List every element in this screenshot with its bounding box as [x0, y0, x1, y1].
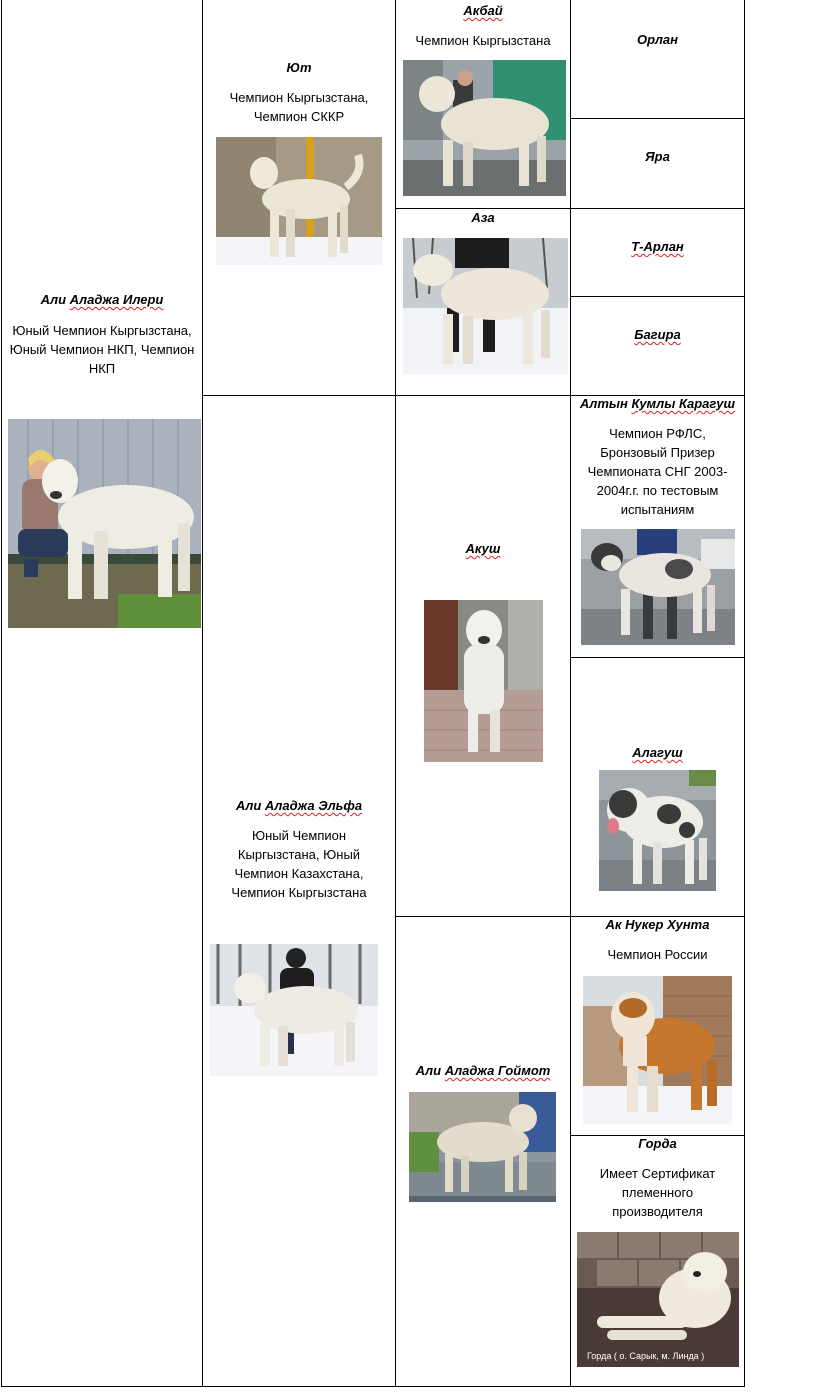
dog-name: Акбай [463, 3, 503, 18]
dog-name: Ют [286, 60, 312, 75]
sire-dam-cell [203, 798, 395, 902]
gen3-akbai-cell [396, 3, 570, 50]
dog-photo-akbai [403, 60, 566, 196]
dog-photo-gorda [577, 1232, 739, 1367]
dog-titles: Чемпион РФЛС, Бронзовый Призер Чемпионата СНГ 2003-2004г.г. по тестовым испытаниям [587, 426, 728, 517]
gen4-ak-nuker-cell [571, 917, 744, 964]
row-divider-gen3-a [395, 208, 745, 209]
dog-titles: Юный Чемпион Кыргызстана, Юный Чемпион Казахстана, Чемпион Кыргызстана [231, 828, 367, 900]
gen4-altyn-cell [571, 396, 744, 519]
dog-photo-alagush [599, 770, 716, 891]
table-border-bottom [1, 1386, 745, 1387]
dog-name: Ак Нукер Хунта [605, 917, 710, 932]
dog-name: Али Аладжа Гоймот [415, 1063, 551, 1078]
dog-name: Акуш [465, 541, 501, 556]
sire-sire-cell [203, 60, 395, 126]
dog-photo-ali-aladja-ileri [8, 419, 201, 628]
dog-photo-ali-aladja-goimot [409, 1092, 556, 1202]
dog-name: Али Аладжа Эльфа [235, 798, 363, 813]
row-divider-gen4-b [570, 296, 745, 297]
dog-titles: Имеет Сертификат племенного производителя [599, 1166, 716, 1219]
dog-photo-ali-aladja-elfa [210, 944, 378, 1076]
row-divider-gen4-a [570, 118, 745, 119]
gen4-alagush-cell [571, 745, 744, 761]
dog-name: Алагуш [632, 745, 683, 760]
gen3-goimot-cell [396, 1063, 570, 1079]
sire-cell [2, 292, 202, 378]
dog-name: Алтын Кумлы Карагуш [579, 396, 736, 411]
dog-name: Яра [645, 149, 670, 164]
gen4-orlan-cell [571, 32, 744, 48]
dog-name: Горда [638, 1136, 677, 1151]
gen4-t-arlan-cell [571, 239, 744, 255]
dog-photo-aza [403, 238, 568, 374]
row-divider-gen4-c [570, 657, 745, 658]
dog-photo-altyn-kumly-karagush [581, 529, 735, 645]
column-divider-1 [202, 0, 203, 1387]
dog-titles: Чемпион Кыргызстана [415, 33, 551, 48]
table-border-left [1, 0, 2, 1387]
dog-name: Али Аладжа Илери [40, 292, 164, 307]
dog-photo-ak-nuker-hunta [583, 976, 732, 1124]
dog-photo-akush [424, 600, 543, 762]
gen3-akush-cell [396, 541, 570, 557]
dog-titles: Чемпион России [607, 947, 708, 962]
gen3-aza-cell [396, 210, 570, 226]
photo-caption: Горда ( о. Сарык, м. Линда ) [587, 1351, 705, 1361]
dog-name: Т-Арлан [631, 239, 684, 254]
gen4-bagira-cell [571, 327, 744, 343]
dog-name: Орлан [636, 32, 679, 47]
gen4-yara-cell [571, 149, 744, 165]
dog-name: Аза [471, 210, 495, 225]
dog-name: Багира [634, 327, 681, 342]
dog-titles: Чемпион Кыргызстана, Чемпион СККР [229, 90, 369, 124]
dog-photo-yut [216, 137, 382, 265]
dog-titles: Юный Чемпион Кыргызстана, Юный Чемпион НКП, Чемпион НКП [9, 323, 195, 376]
gen4-gorda-cell [571, 1136, 744, 1221]
